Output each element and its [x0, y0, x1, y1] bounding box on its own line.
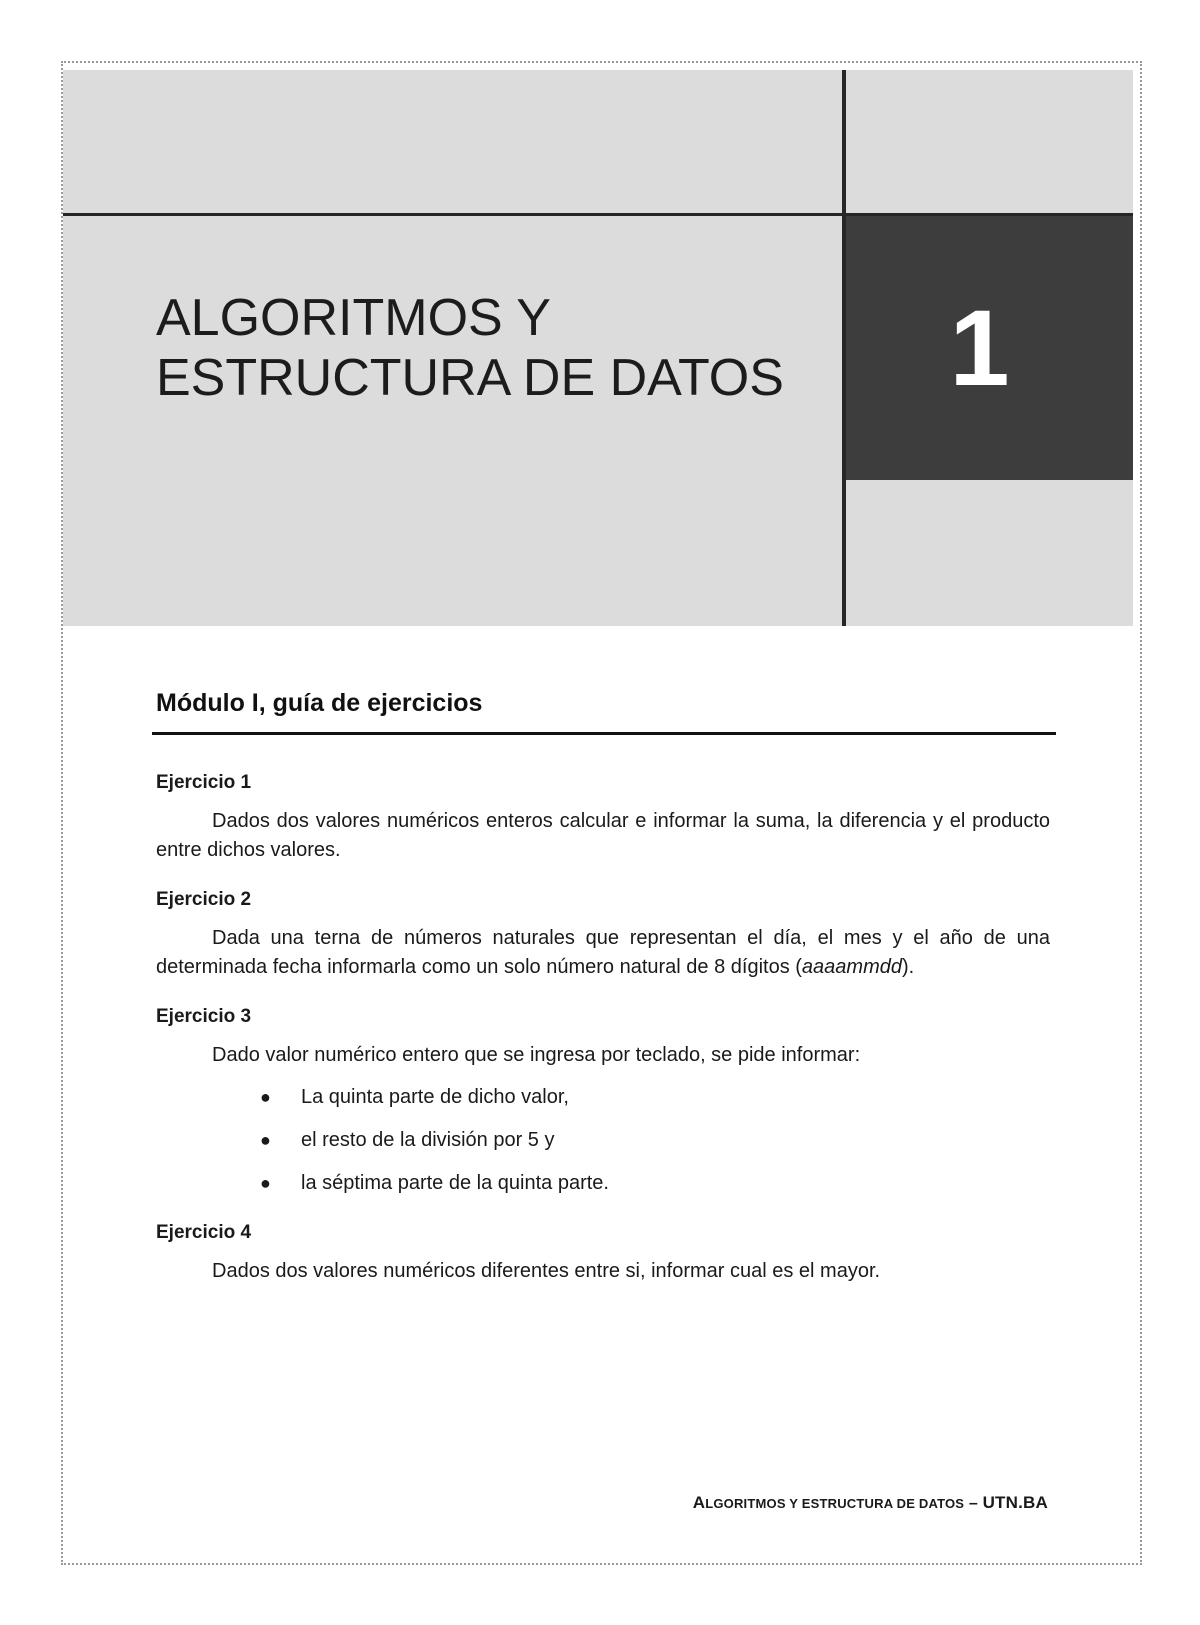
- footer-org: UTN.BA: [982, 1493, 1048, 1512]
- bullet-icon: ●: [260, 1173, 271, 1193]
- bullet-list: [156, 1083, 1050, 1198]
- exercise-heading: Ejercicio 4: [156, 1222, 252, 1243]
- exercise-4: [156, 1218, 1050, 1286]
- exercise-text: [156, 924, 1050, 982]
- exercise-text: Dados dos valores numéricos diferentes entre si, informar cual es el mayor.: [212, 1260, 881, 1282]
- list-item: [156, 1126, 1050, 1155]
- page-footer: [693, 1493, 1048, 1513]
- exercise-text: Dado valor numérico entero que se ingresa por teclado, se pide informar:: [212, 1044, 861, 1066]
- list-item: [156, 1083, 1050, 1112]
- title-line-2: ESTRUCTURA DE DATOS: [156, 349, 784, 407]
- list-item-text: La quinta parte de dicho valor,: [301, 1086, 569, 1108]
- exercise-heading: Ejercicio 2: [156, 889, 252, 910]
- exercise-heading: Ejercicio 1: [156, 772, 252, 793]
- exercise-text-part: Dada una terna de números naturales que representan el día, el mes y el año de una determinada fecha informarla como un solo número natural de 8 dígitos (: [156, 927, 1050, 978]
- exercise-list: [156, 768, 1050, 1286]
- bullet-icon: ●: [260, 1130, 271, 1150]
- exercise-2: [156, 885, 1050, 982]
- exercise-text-part: ).: [901, 956, 915, 978]
- chapter-number: 1: [949, 287, 1010, 408]
- list-item-text: el resto de la división por 5 y: [301, 1129, 555, 1151]
- exercise-3: [156, 1002, 1050, 1198]
- exercise-1: [156, 768, 1050, 865]
- date-format: aaaammdd: [801, 956, 902, 978]
- footer-initial: A: [692, 1493, 706, 1512]
- exercise-text: Dados dos valores numéricos enteros calcular e informar la suma, la diferencia y el producto entre dichos valores.: [156, 810, 1050, 861]
- footer-course-name: LGORITMOS Y ESTRUCTURA DE DATOS: [705, 1496, 965, 1511]
- section-divider: [152, 732, 1056, 735]
- exercise-heading: Ejercicio 3: [156, 1006, 252, 1027]
- list-item: [156, 1169, 1050, 1198]
- section-title: Módulo I, guía de ejercicios: [156, 689, 483, 717]
- title-line-1: ALGORITMOS Y: [156, 289, 551, 347]
- bullet-icon: ●: [260, 1087, 271, 1107]
- list-item-text: la séptima parte de la quinta parte.: [301, 1172, 609, 1194]
- footer-separator: –: [964, 1495, 983, 1512]
- document-title: [156, 288, 826, 408]
